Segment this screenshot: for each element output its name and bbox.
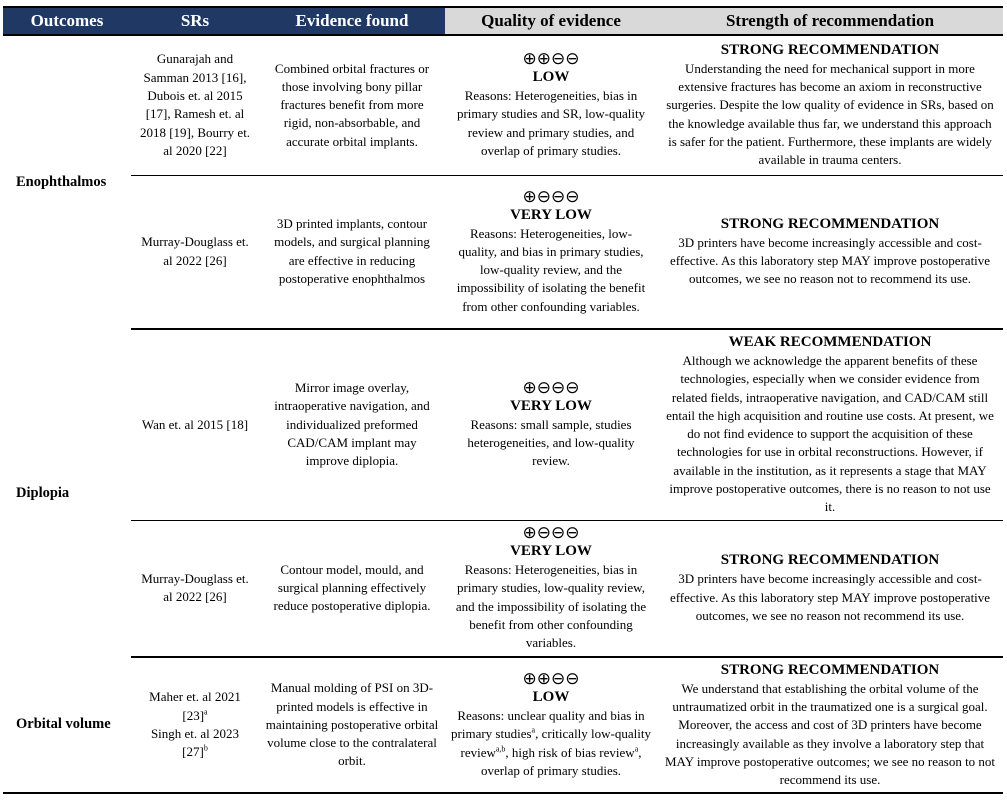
quality-level: LOW — [532, 69, 570, 86]
srs-line: Maher et. al 2021 — [149, 689, 241, 705]
header-outcomes: Outcomes — [3, 7, 131, 35]
quality-symbols: ⊕⊖⊖⊖ — [522, 377, 580, 398]
evidence-cell: Manual molding of PSI on 3D-printed models is effective in maintaining postoperative orbital volume close to the contralateral orbit. — [259, 657, 445, 793]
quality-cell — [445, 520, 657, 657]
quality-level: VERY LOW — [510, 206, 592, 223]
table-row — [3, 657, 1003, 793]
srs-cell: Wan et. al 2015 [18] — [131, 329, 259, 520]
recommendation-label: WEAK RECOMMENDATION — [728, 333, 932, 350]
quality-symbols: ⊕⊕⊖⊖ — [522, 668, 580, 689]
recommendation-rationale: 3D printers have become increasingly accessible and cost-effective. As this laboratory step MAY improve postoperative outcomes, we see no reason not to recommend its use. — [669, 234, 991, 287]
recommendation-label: STRONG RECOMMENDATION — [720, 661, 940, 678]
srs-line: Singh et. al 2023 — [150, 726, 240, 741]
table-row — [3, 35, 1003, 175]
quality-reasons — [451, 707, 651, 780]
strength-cell — [657, 329, 1003, 520]
recommendation-rationale: 3D printers have become increasingly accessible and cost-effective. As this laboratory step MAY improve postoperative outcomes, we see no reason not recommend its use. — [669, 571, 991, 623]
quality-level: VERY LOW — [510, 397, 592, 414]
footnote-mark: a — [634, 744, 639, 754]
evidence-cell: 3D printed implants, contour models, and surgical planning are effective in reducing postoperative enophthalmos — [259, 175, 445, 329]
footnote-mark: b — [203, 743, 208, 753]
srs-cell: Murray-Douglass et. al 2022 [26] — [131, 175, 259, 329]
recommendations-table — [3, 6, 1003, 794]
quality-level: LOW — [532, 688, 570, 705]
outcome-cell: Diplopia — [16, 484, 70, 501]
recommendation-rationale: We understand that establishing the orbital volume of the untraumatized orbit in the traumatized one is a surgical goal. Moreover, the access and cost of 3D printers have become increasingly available as they involve a laboratory step that MAY improve postoperative outcomes; we see no reason to not recommend its use. — [664, 680, 996, 788]
quality-cell — [445, 175, 657, 329]
quality-symbols: ⊕⊕⊖⊖ — [522, 49, 580, 70]
table-row — [3, 520, 1003, 657]
srs-cell: Gunarajah and Samman 2013 [16], Dubois et. al 2015 [17], Ramesh et. al 2018 [19], Bourry et. al 2020 [22] — [131, 35, 259, 175]
evidence-cell: Contour model, mould, and surgical planning effectively reduce postoperative diplopia. — [259, 520, 445, 657]
reason-text: , overlap of primary studies. — [480, 744, 642, 778]
srs-cell: Murray-Douglass et. al 2022 [26] — [131, 520, 259, 657]
header-quality: Quality of evidence — [445, 7, 657, 35]
quality-reasons: Reasons: small sample, studies heterogeneities, and low-quality review. — [467, 416, 635, 469]
quality-cell — [445, 35, 657, 175]
quality-cell — [445, 657, 657, 793]
header-srs: SRs — [131, 7, 259, 35]
strength-cell — [657, 35, 1003, 175]
quality-symbols: ⊕⊖⊖⊖ — [522, 523, 580, 543]
recommendation-label: STRONG RECOMMENDATION — [720, 41, 940, 58]
strength-cell — [657, 175, 1003, 329]
header-strength: Strength of recommendation — [657, 7, 1003, 35]
reason-text: , high risk of bias review — [505, 744, 635, 760]
srs-ref: [23] — [182, 707, 205, 723]
quality-reasons: Reasons: Heterogeneities, bias in primary studies, low-quality review, and the impossibility of isolating the benefit from other confounding variables. — [455, 562, 647, 651]
footnote-mark: a,b — [495, 744, 506, 754]
quality-reasons: Reasons: Heterogeneities, bias in primary studies and SR, low-quality review and primary studies, and overlap of primary studies. — [456, 88, 646, 159]
srs-cell — [131, 657, 259, 793]
quality-symbols: ⊕⊖⊖⊖ — [522, 186, 580, 207]
table-row — [3, 329, 1003, 520]
srs-ref: [27] — [182, 744, 204, 760]
recommendation-label: STRONG RECOMMENDATION — [720, 215, 940, 232]
recommendation-label: STRONG RECOMMENDATION — [720, 552, 940, 569]
recommendation-rationale: Understanding the need for mechanical support in more extensive fractures has become an axiom in reconstructive surgeries. Despite the low quality of evidence in SRs, based on the knowledge available thus far, we understand this approach is safer for the patient. Furthermore, these implants are widely available in trauma centers. — [666, 60, 994, 168]
evidence-cell: Mirror image overlay, intraoperative navigation, and individualized preformed CAD/CAM implant may improve diplopia. — [259, 329, 445, 520]
footnote-mark: a — [531, 725, 536, 735]
footnote-mark: a — [204, 707, 208, 717]
reason-text: Reasons: unclear quality and bias in primary studies — [451, 707, 645, 742]
table-row — [3, 175, 1003, 329]
quality-level: VERY LOW — [510, 543, 592, 559]
quality-cell — [445, 329, 657, 520]
reason-text: , critically low-quality review — [460, 726, 651, 760]
header-evidence: Evidence found — [259, 7, 445, 35]
outcome-cell: Enophthalmos — [16, 174, 107, 191]
header-row — [3, 7, 1003, 35]
evidence-cell: Combined orbital fractures or those involving bony pillar fractures benefit from more rigid, non-absorbable, and accurate orbital implants. — [259, 35, 445, 175]
strength-cell — [657, 657, 1003, 793]
strength-cell — [657, 520, 1003, 657]
quality-reasons: Reasons: Heterogeneities, low-quality, and bias in primary studies, low-quality review, and the impossibility of isolating the benefit from other confounding variables. — [456, 225, 646, 314]
outcome-cell: Orbital volume — [3, 657, 131, 793]
recommendation-rationale: Although we acknowledge the apparent benefits of these technologies, especially when we consider evidence from related fields, intraoperative navigation, and CAD/CAM still entail the high acquisition and routine use costs. At present, we do not find evidence to support the acquisition of these technologies for use in orbital reconstructions. However, if available in the institution, as it represents a stage that MAY improve postoperative outcomes, there is no reason to not use it. — [666, 352, 994, 515]
